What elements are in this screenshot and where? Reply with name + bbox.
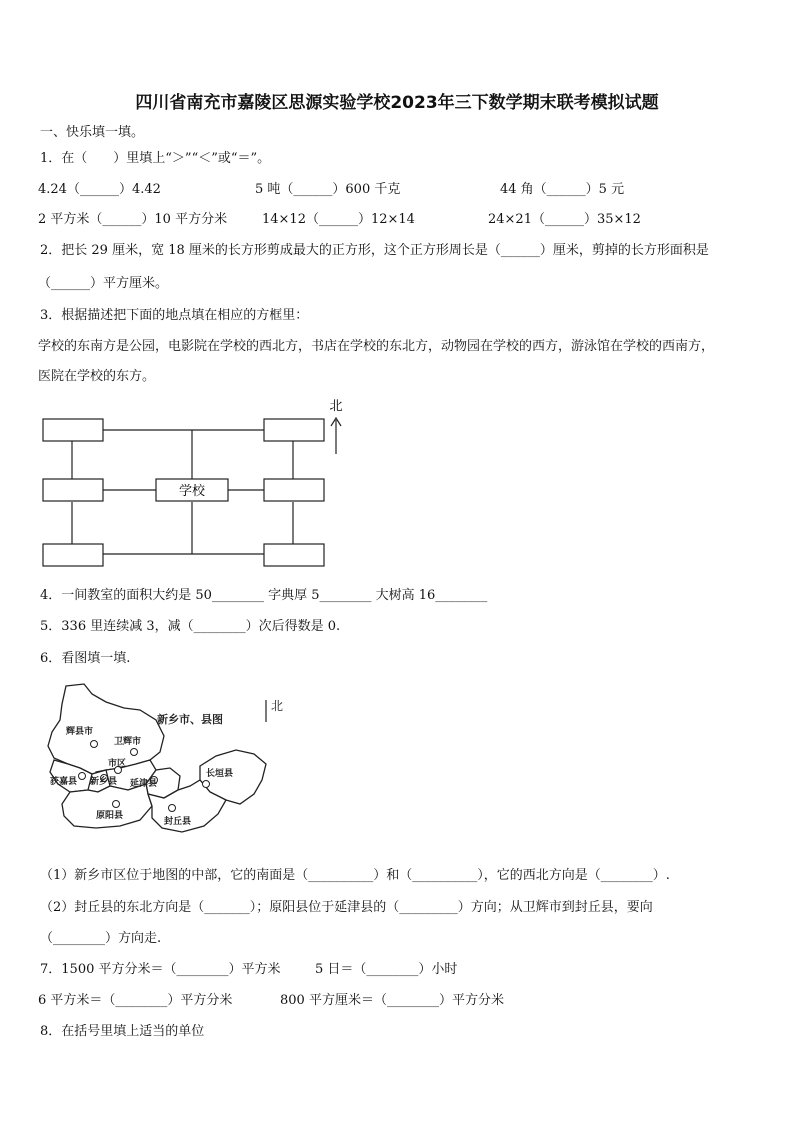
blank-box-west [43,479,103,501]
map-place-label: 原阳县 [96,811,124,821]
page-title: 四川省南充市嘉陵区思源实验学校2023年三下数学期末联考模拟试题 [135,93,659,113]
q1-item: 24×21（______）35×12 [488,212,641,227]
map-title: 新乡市、县图 [157,713,223,726]
blank-box-southwest [43,544,103,566]
question-7-item: 800 平方厘米＝（________）平方分米 [280,993,504,1008]
question-6-sub1: （1）新乡市区位于地图的中部，它的南面是（__________）和（__________），它的西北方向是（________）. [40,868,670,883]
map-place-label: 延津县 [130,779,158,789]
map-place-label: 长垣县 [206,769,234,779]
xinxiang-map [40,680,300,840]
blank-box-northwest [43,419,103,441]
map-place-label: 市区 [108,759,127,769]
map-place-label: 新乡县 [90,777,118,787]
question-5: 5．336 里连续减 3，减（________）次后得数是 0. [40,619,341,634]
q1-item: 4.24（______）4.42 [38,182,161,197]
question-6-sub2: （2）封丘县的东北方向是（_______）；原阳县位于延津县的（_________）方向；从卫辉市到封丘县，要向 [40,900,653,915]
section-heading: 一、快乐填一填。 [40,125,145,140]
q1-item: 2 平方米（______）10 平方分米 [38,212,228,227]
q1-item: 14×12（______）12×14 [262,212,415,227]
map-north-label: 北 [271,699,284,713]
blank-box-northeast [264,419,324,441]
map-place-label: 卫辉市 [114,737,142,747]
question-3-line: 学校的东南方是公园，电影院在学校的西北方，书店在学校的东北方，动物园在学校的西方，游泳馆在学校的西南方， [38,339,715,354]
question-3-prompt: 3．根据描述把下面的地点填在相应的方框里： [40,308,309,323]
question-1-prompt: 1．在（ ）里填上“＞”“＜”或“＝”。 [40,151,271,166]
question-7-item: 6 平方米＝（________）平方分米 [38,993,233,1008]
question-2-line: （______）平方厘米。 [38,276,169,291]
question-2-line: 2．把长 29 厘米，宽 18 厘米的长方形剪成最大的正方形，这个正方形周长是（______）厘米，剪掉的长方形面积是 [40,243,709,258]
blank-box-east [264,479,324,501]
north-label: 北 [329,399,343,414]
map-place-label: 辉县市 [66,727,94,737]
question-3-line: 医院在学校的东方。 [38,369,156,384]
question-6-sub2-cont: （________）方向走. [40,931,162,946]
question-4: 4．一间教室的面积大约是 50________ 字典厚 5________ 大树高 16________ [40,588,488,603]
question-7-item: 5 日＝（________）小时 [315,962,458,977]
question-7-item: 7．1500 平方分米＝（________）平方米 [40,962,281,977]
q1-item: 5 吨（______）600 千克 [255,182,401,197]
school-label: 学校 [178,484,206,499]
map-place-label: 封丘县 [164,817,192,827]
map-place-label: 获嘉县 [50,777,78,787]
direction-grid-diagram [36,392,356,572]
question-6-prompt: 6．看图填一填. [40,651,131,666]
blank-box-southeast [264,544,324,566]
q1-item: 44 角（______）5 元 [500,182,625,197]
question-8: 8．在括号里填上适当的单位 [40,1024,205,1039]
